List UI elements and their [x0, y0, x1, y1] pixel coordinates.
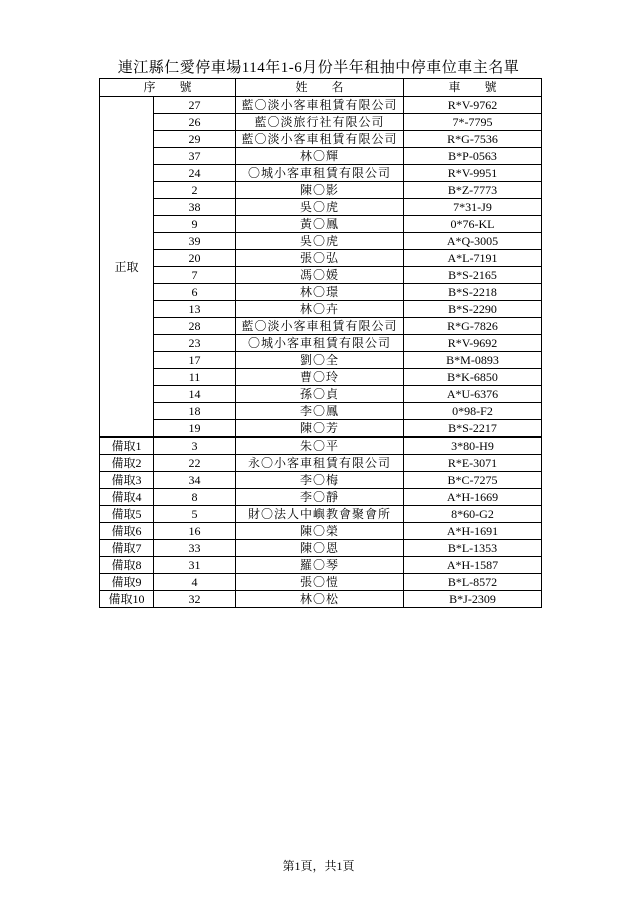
- table-row: [100, 369, 542, 386]
- plate-number-cell: A*L-7191: [404, 250, 542, 267]
- table-row: [100, 352, 542, 369]
- owner-name-cell: 劉〇全: [236, 352, 404, 369]
- table-row: [100, 114, 542, 131]
- table-row: [100, 301, 542, 318]
- table-row: [100, 148, 542, 165]
- table-row: [100, 318, 542, 335]
- table-row: [100, 267, 542, 284]
- plate-number-cell: A*Q-3005: [404, 233, 542, 250]
- header-plate: 車 號: [404, 79, 542, 97]
- plate-number-cell: A*H-1691: [404, 523, 542, 540]
- table-row: [100, 250, 542, 267]
- table-row: [100, 199, 542, 216]
- owner-name-cell: 林〇輝: [236, 148, 404, 165]
- table-row: [100, 574, 542, 591]
- seq-number-cell: 39: [154, 233, 236, 250]
- header-name: 姓 名: [236, 79, 404, 97]
- seq-number-cell: 31: [154, 557, 236, 574]
- seq-number-cell: 28: [154, 318, 236, 335]
- group-label-alternate: 備取9: [100, 574, 154, 591]
- seq-number-cell: 33: [154, 540, 236, 557]
- group-label-alternate: 備取3: [100, 472, 154, 489]
- plate-number-cell: A*H-1669: [404, 489, 542, 506]
- seq-number-cell: 34: [154, 472, 236, 489]
- owner-name-cell: 林〇卉: [236, 301, 404, 318]
- table-row: [100, 386, 542, 403]
- owner-name-cell: 曹〇玲: [236, 369, 404, 386]
- group-label-alternate: 備取10: [100, 591, 154, 608]
- plate-number-cell: A*U-6376: [404, 386, 542, 403]
- table-row: [100, 284, 542, 301]
- table-row: [100, 540, 542, 557]
- plate-number-cell: B*S-2165: [404, 267, 542, 284]
- owner-name-cell: 陳〇影: [236, 182, 404, 199]
- table-header-row: [100, 79, 542, 97]
- table-row: [100, 489, 542, 506]
- seq-number-cell: 19: [154, 420, 236, 438]
- table-row: [100, 557, 542, 574]
- owner-name-cell: 藍〇淡小客車租賃有限公司: [236, 97, 404, 114]
- document-title: 連江縣仁愛停車場114年1-6月份半年租抽中停車位車主名單: [117, 60, 520, 76]
- plate-number-cell: B*S-2218: [404, 284, 542, 301]
- table-row: [100, 233, 542, 250]
- plate-number-cell: R*V-9951: [404, 165, 542, 182]
- seq-number-cell: 27: [154, 97, 236, 114]
- group-label-alternate: 備取7: [100, 540, 154, 557]
- owner-name-cell: 〇城小客車租賃有限公司: [236, 335, 404, 352]
- seq-number-cell: 37: [154, 148, 236, 165]
- plate-number-cell: B*J-2309: [404, 591, 542, 608]
- owner-name-cell: 藍〇淡旅行社有限公司: [236, 114, 404, 131]
- plate-number-cell: 7*31-J9: [404, 199, 542, 216]
- table-row: [100, 182, 542, 199]
- seq-number-cell: 23: [154, 335, 236, 352]
- seq-number-cell: 11: [154, 369, 236, 386]
- seq-number-cell: 16: [154, 523, 236, 540]
- plate-number-cell: B*L-8572: [404, 574, 542, 591]
- owner-name-cell: 朱〇平: [236, 437, 404, 455]
- seq-number-cell: 2: [154, 182, 236, 199]
- table-row: [100, 97, 542, 114]
- plate-number-cell: 8*60-G2: [404, 506, 542, 523]
- seq-number-cell: 4: [154, 574, 236, 591]
- group-label-alternate: 備取1: [100, 437, 154, 455]
- owner-name-cell: 張〇弘: [236, 250, 404, 267]
- owner-name-cell: 藍〇淡小客車租賃有限公司: [236, 318, 404, 335]
- plate-number-cell: B*S-2217: [404, 420, 542, 438]
- plate-number-cell: R*G-7536: [404, 131, 542, 148]
- seq-number-cell: 13: [154, 301, 236, 318]
- table-row: [100, 472, 542, 489]
- owner-name-cell: 孫〇貞: [236, 386, 404, 403]
- owner-name-cell: 黃〇鳳: [236, 216, 404, 233]
- owner-name-cell: 羅〇琴: [236, 557, 404, 574]
- plate-number-cell: R*E-3071: [404, 455, 542, 472]
- group-label-alternate: 備取4: [100, 489, 154, 506]
- seq-number-cell: 20: [154, 250, 236, 267]
- owner-name-cell: 馮〇媛: [236, 267, 404, 284]
- owner-name-cell: 藍〇淡小客車租賃有限公司: [236, 131, 404, 148]
- owner-name-cell: 李〇鳳: [236, 403, 404, 420]
- owner-name-cell: 財〇法人中嶼教會聚會所: [236, 506, 404, 523]
- table-row: [100, 131, 542, 148]
- owner-name-cell: 陳〇芳: [236, 420, 404, 438]
- plate-number-cell: R*V-9762: [404, 97, 542, 114]
- table-row: [100, 506, 542, 523]
- group-label-alternate: 備取8: [100, 557, 154, 574]
- plate-number-cell: 0*98-F2: [404, 403, 542, 420]
- plate-number-cell: B*C-7275: [404, 472, 542, 489]
- seq-number-cell: 5: [154, 506, 236, 523]
- plate-number-cell: B*M-0893: [404, 352, 542, 369]
- plate-number-cell: 0*76-KL: [404, 216, 542, 233]
- seq-number-cell: 8: [154, 489, 236, 506]
- table-row: [100, 403, 542, 420]
- group-label-alternate: 備取2: [100, 455, 154, 472]
- seq-number-cell: 3: [154, 437, 236, 455]
- seq-number-cell: 14: [154, 386, 236, 403]
- seq-number-cell: 38: [154, 199, 236, 216]
- owner-name-cell: 吳〇虎: [236, 233, 404, 250]
- plate-number-cell: B*P-0563: [404, 148, 542, 165]
- seq-number-cell: 29: [154, 131, 236, 148]
- seq-number-cell: 26: [154, 114, 236, 131]
- table-row: [100, 523, 542, 540]
- seq-number-cell: 6: [154, 284, 236, 301]
- seq-number-cell: 18: [154, 403, 236, 420]
- owner-name-cell: 吳〇虎: [236, 199, 404, 216]
- plate-number-cell: A*H-1587: [404, 557, 542, 574]
- owner-name-cell: 林〇璟: [236, 284, 404, 301]
- table-row: [100, 165, 542, 182]
- winners-table: [99, 78, 542, 608]
- owner-name-cell: 陳〇恩: [236, 540, 404, 557]
- plate-number-cell: 3*80-H9: [404, 437, 542, 455]
- table-row: [100, 437, 542, 455]
- owner-name-cell: 張〇愷: [236, 574, 404, 591]
- plate-number-cell: B*Z-7773: [404, 182, 542, 199]
- seq-number-cell: 17: [154, 352, 236, 369]
- page-footer: 第1頁，共1頁: [282, 859, 355, 873]
- owner-name-cell: 永〇小客車租賃有限公司: [236, 455, 404, 472]
- group-label-main: 正取: [100, 97, 154, 438]
- owner-name-cell: 陳〇榮: [236, 523, 404, 540]
- seq-number-cell: 32: [154, 591, 236, 608]
- table-body: [100, 97, 542, 608]
- plate-number-cell: 7*-7795: [404, 114, 542, 131]
- seq-number-cell: 22: [154, 455, 236, 472]
- plate-number-cell: R*G-7826: [404, 318, 542, 335]
- seq-number-cell: 7: [154, 267, 236, 284]
- header-seq: 序 號: [100, 79, 236, 97]
- group-label-alternate: 備取5: [100, 506, 154, 523]
- table-row: [100, 591, 542, 608]
- plate-number-cell: B*L-1353: [404, 540, 542, 557]
- plate-number-cell: B*K-6850: [404, 369, 542, 386]
- table-row: [100, 216, 542, 233]
- owner-name-cell: 林〇松: [236, 591, 404, 608]
- owner-name-cell: 李〇靜: [236, 489, 404, 506]
- table-row: [100, 335, 542, 352]
- table-row: [100, 455, 542, 472]
- owner-name-cell: 〇城小客車租賃有限公司: [236, 165, 404, 182]
- plate-number-cell: R*V-9692: [404, 335, 542, 352]
- plate-number-cell: B*S-2290: [404, 301, 542, 318]
- table-row: [100, 420, 542, 438]
- seq-number-cell: 9: [154, 216, 236, 233]
- seq-number-cell: 24: [154, 165, 236, 182]
- owner-name-cell: 李〇梅: [236, 472, 404, 489]
- group-label-alternate: 備取6: [100, 523, 154, 540]
